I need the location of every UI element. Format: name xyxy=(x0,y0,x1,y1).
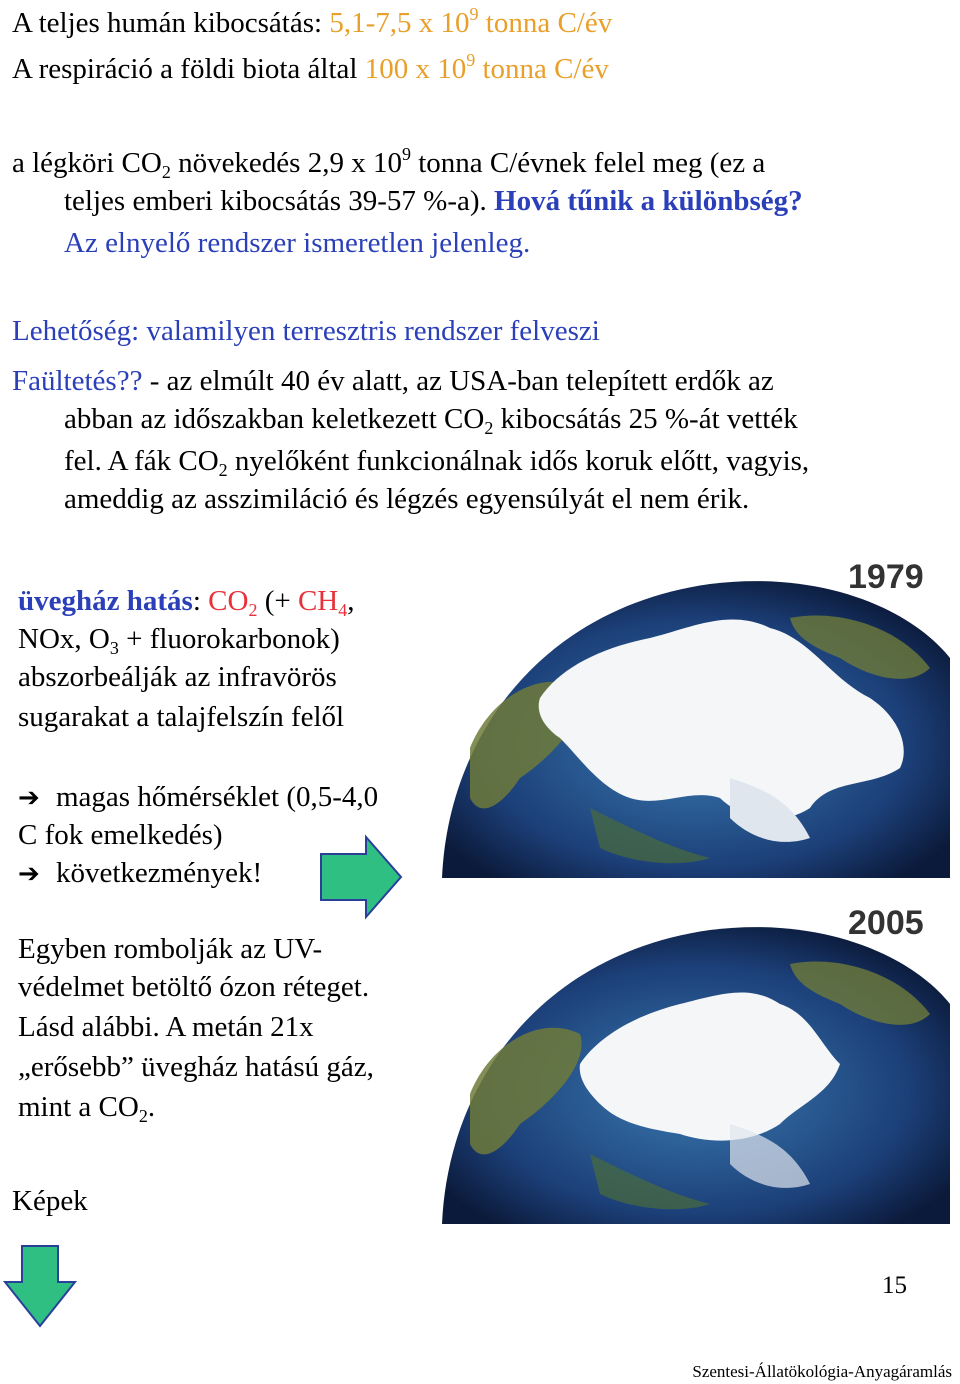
ozone-line-5: mint a $CO_2$. xyxy=(18,1091,156,1126)
highlight-faultetes: Faültetés?? xyxy=(12,365,143,397)
highlight-question: Hová tűnik a különbség? xyxy=(494,185,803,217)
value: 100 x $10^9$ tonna C/év xyxy=(364,50,609,85)
line-afforestation-4: ameddig az asszimiláció és légzés egyensúlyát el nem érik. xyxy=(64,483,750,515)
text: A respiráció a földi biota által xyxy=(12,53,365,85)
ozone-line-1: Egyben rombolják az UV- xyxy=(18,933,323,965)
greenhouse-line-3: abszorbeálják az infravörös xyxy=(18,661,337,693)
line-possibility: Lehetőség: valamilyen terresztris rendszer felveszi xyxy=(12,315,600,347)
consequence-line-3: ➔ következmények! xyxy=(18,857,263,889)
text: A teljes humán kibocsátás: xyxy=(12,7,330,39)
page-number: 15 xyxy=(882,1272,907,1299)
footer: Szentesi-Állatökológia-Anyagáramlás xyxy=(692,1362,952,1381)
consequence-line-2: C fok emelkedés) xyxy=(18,819,223,851)
line-afforestation: Faültetés?? - az elmúlt 40 év alatt, az USA-ban telepített erdők az xyxy=(12,365,774,397)
greenhouse-line-4: sugarakat a talajfelszín felől xyxy=(18,701,345,733)
line-co2-increase: a légköri $CO_2$ növekedés 2,9 x $10^9$ tonna C/évnek felel meg (ez a xyxy=(12,144,766,182)
line-afforestation-3: fel. A fák $CO_2$ nyelőként funkcionálnak idős koruk előtt, vagyis, xyxy=(64,445,810,480)
ozone-line-2: védelmet betöltő ózon réteget. xyxy=(18,971,370,1003)
green-right-arrow-icon xyxy=(318,834,404,920)
right-arrow-icon: ➔ xyxy=(18,859,40,889)
line-afforestation-2: abban az időszakban keletkezett $CO_2$ kibocsátás 25 %-át vették xyxy=(64,403,798,438)
ozone-line-4: „erősebb” üvegház hatású gáz, xyxy=(18,1051,374,1083)
green-down-arrow-icon xyxy=(2,1244,78,1328)
ch4-label: $CH_4$ xyxy=(297,585,348,620)
greenhouse-term: üvegház hatás xyxy=(18,585,193,617)
arctic-ice-image-2005 xyxy=(430,894,956,1224)
co2-label: $CO_2$ xyxy=(208,585,258,620)
consequence-line-1: ➔ magas hőmérséklet (0,5-4,0 xyxy=(18,781,379,813)
line-respiration xyxy=(12,52,609,86)
images-label: Képek xyxy=(12,1185,88,1217)
year-label: 2005 xyxy=(848,904,924,942)
arctic-ice-image-1979 xyxy=(430,548,956,878)
greenhouse-line-1: üvegház hatás: $CO_2$ (+ $CH_4$, xyxy=(18,585,355,620)
greenhouse-line-2: NOx, $O_3$ + fluorokarbonok) xyxy=(18,623,340,658)
value-range: 5,1-7,5 x $10^9$ tonna C/év xyxy=(329,4,613,39)
year-label: 1979 xyxy=(848,558,924,596)
ozone-line-3: Lásd alábbi. A metán 21x xyxy=(18,1011,314,1043)
line-question: teljes emberi kibocsátás 39-57 %-a). Hová tűnik a különbség? xyxy=(64,185,803,217)
line-unknown: Az elnyelő rendszer ismeretlen jelenleg. xyxy=(64,227,531,259)
right-arrow-icon: ➔ xyxy=(18,783,40,813)
line-human-emission xyxy=(12,6,612,40)
